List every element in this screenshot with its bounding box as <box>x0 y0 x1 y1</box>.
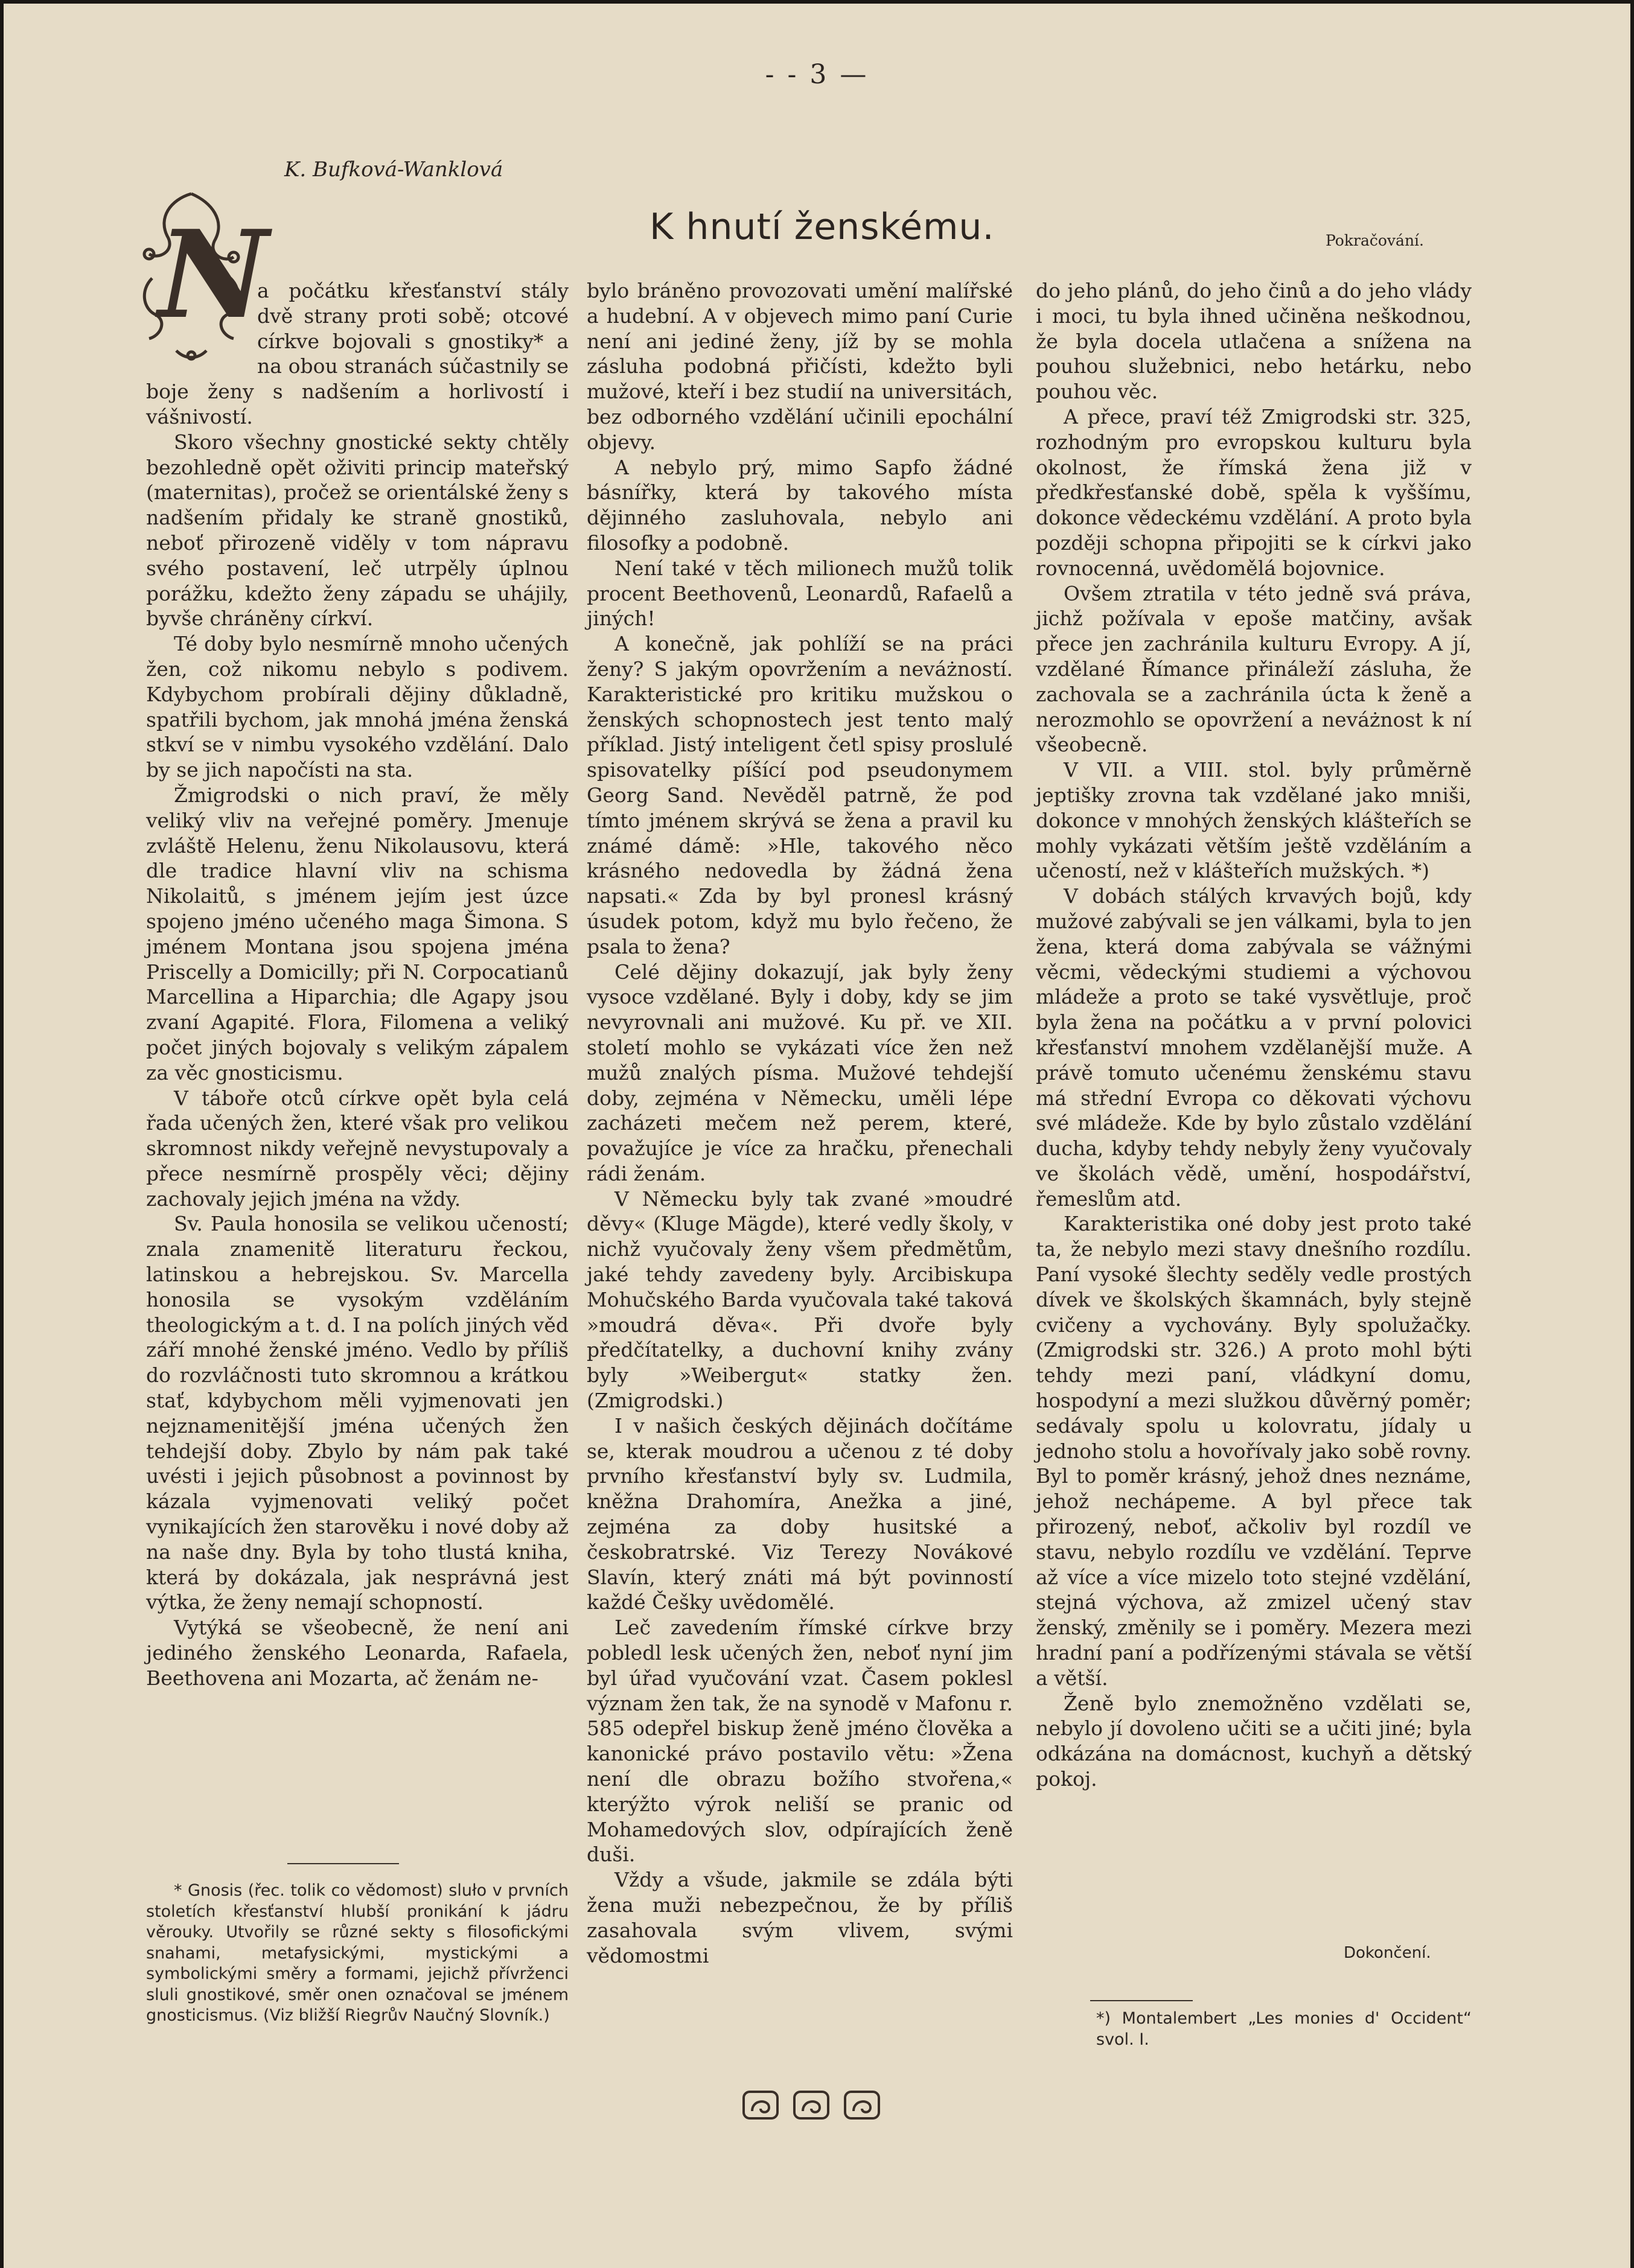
article-title: K hnutí ženskému. <box>649 206 995 248</box>
paragraph: Vždy a všude, jakmile se zdála býti žena muži nebezpečnou, že by příliš zasahovala svým vlivem, svými vědomostmi <box>587 1868 1013 1967</box>
paragraph: Žmigrodski o nich praví, že měly veliký vliv na veřejné poměry. Jmenuje zvláště Helenu, ženu Nikolausovu, která dle tradice hlavní vliv na schisma Nikolaitů, s jménem jejím jest úzce spojeno jméno učeného maga Šimona. S jménem Montana jsou spojena jména Priscelly a Domicilly; při N. Corpocatianů Marcellina a Hiparchia; dle Agapy jsou zvaní Agapité. Flora, Filomena a veliký počet jiných bojovaly s velikým zápalem za věc gnosticismu. <box>146 783 569 1085</box>
paragraph: Karakteristika oné doby jest proto také ta, že nebylo mezi stavy dnešního rozdílu. Paní vysoké šlechty seděly vedle prostých dívek ve školských škamnách, byly stejně cvičeny a vychovány. Byly spolužačky. (Zmigrodski str. 326.) A proto mohl býti tehdy mezi paní, vládkyní domu, hospodyní a mezi služkou důvěrný poměr; sedávaly spolu u kolovratu, jídaly u jednoho stolu a hovořívaly jako sobě rovny. Byl to poměr krásný, jehož dnes neznáme, jehož nechápeme. A byl přece tak přirozený, neboť, ačkoliv byl rozdíl ve stavu, nebylo rozdílu ve vzdělání. Teprve až více a více mizelo toto stejné vzdělání, stejná výchova, až zmizel učený stav ženský, změnily se i poměry. Mezera mezi hradní paní a podřízenými stávala se větší a větší. <box>1036 1212 1472 1690</box>
paragraph: Skoro všechny gnostické sekty chtěly bezohledně opět oživiti princip mateřský (maternitas), pročež se orientálské ženy s nadšením přidaly ke straně gnostiků, neboť přirozeně viděly v tom nápravu svého postavení, leč utrpěly úplnou porážku, kdežto ženy západu se uhájily, byvše chráněny církví. <box>146 430 569 631</box>
author-name: K. Bufková-Wanklová <box>284 158 503 182</box>
footnote-divider <box>1090 2000 1193 2001</box>
paragraph: Té doby bylo nesmírně mnoho učených žen, což nikomu nebylo s podivem. Kdybychom probírali dějiny důkladně, spatřili bychom, jak mnohá jména ženská stkví se v nimbu vysokého vzdělání. Dalo by se jich napočísti na sta. <box>146 632 569 782</box>
paragraph: V Německu byly tak zvané »moudré děvy« (Kluge Mägde), které vedly školy, v nichž vyučovaly ženy všem předmětům, jaké tehdy zavedeny byly. Arcibiskupa Mohučského Barda vyučovala také taková »moudrá děva«. Při dvoře byly předčítatelky, a duchovní knihy zvány byly »Weibergut« statky žen. (Zmigrodski.) <box>587 1187 1013 1413</box>
paragraph: A přece, praví též Zmigrodski str. 325, rozhodným pro evropskou kulturu byla okolnost, že římská žena již v předkřesťanské době, spěla k vyššímu, dokonce vědeckému vzdělání. A proto byla později schopna připojiti se k církvi jako rovnocenná, uvědomělá bojovnice. <box>1036 404 1472 580</box>
paragraph: Ženě bylo znemožněno vzdělati se, nebylo jí dovoleno učiti se a učiti jiné; byla odkázána na domácnost, kuchyň a dětský pokoj. <box>1036 1691 1472 1791</box>
paragraph: bylo bráněno provozovati umění malířské a hudební. A v objevech mimo paní Curie není ani jediné ženy, jíž by se mohla zásluha podobná přičísti, kdežto byli mužové, kteří i bez studií na universitách, bez odborného vzdělání učinili epochální objevy. <box>587 279 1013 454</box>
column-2 <box>587 278 1013 1968</box>
paragraph: A konečně, jak pohlíží se na práci ženy? S jakým opovržením a neváżností. Karakteristické pro kritiku mužskou o ženských schopnostech jest tento malý příklad. Jistý inteligent četl spisy proslulé spisovatelky píšící pod pseudonymem Georg Sand. Nevěděl patrně, že pod tímto jménem skrývá se žena a pravil ku známé dámě: »Hle, takového něco krásného nedovedla by žádná žena napsati.« Zda by byl pronesl krásný úsudek potom, když mu bylo řečeno, že psala to žena? <box>587 632 1013 958</box>
paragraph: Sv. Paula honosila se velikou učeností; znala znamenitě literaturu řeckou, latinskou a hebrejskou. Sv. Marcella honosila se vysokým vzděláním theologickým a t. d. I na polích jiných věd září mnohé ženské jméno. Vedlo by příliš do rozvláčnosti tuto skromnou a krátkou stať, kdybychom měli vyjmenovati jen nejznamenitější jména učených žen tehdejší doby. Zbylo by nám pak také uvésti i jejich působnost a povinnost by kázala vyjmenovati veliký počet vynikajících žen starověku i nové doby až na naše dny. Byla by toho tlustá kniha, která by dokázala, jak nesprávná jest výtka, že ženy nemají schopností. <box>146 1212 569 1614</box>
opening-paragraph <box>146 204 569 430</box>
paragraph: I v našich českých dějinách dočítáme se, kterak moudrou a učenou z té doby prvního křesťanství byly sv. Ludmila, kněžna Drahomíra, Anežka a jiné, zejména za doby husitské a českobratrské. Viz Terezy Novákové Slavín, který znáti má být povinností každé Češky uvědomělé. <box>587 1413 1013 1614</box>
paragraph: V táboře otců církve opět byla celá řada učených žen, které však pro velikou skromnost nikdy veřejně nevystupovaly a přece nesmírně prospěly věci; dějiny zachovaly jejich jména na vždy. <box>146 1086 569 1211</box>
paragraph: A nebylo prý, mimo Sapfo žádné básnířky, která by takového místa dějinného zasluhovala, nebylo ani filosofky a podobně. <box>587 455 1013 555</box>
footnote-gnosis: * Gnosis (řec. tolik co vědomost) sluło v prvních stoletích křesťanství hlubší pronikání k jádru věrouky. Utvořily se různé sekty s filosofickými snahami, metafysickými, mystickými a symbolickými směry a formami, jejichž přívrženci sluli gnostikové, směr onen označoval se jménem gnosticismus. (Viz bližší Riegrův Naučný Slovník.) <box>146 1881 569 2025</box>
paragraph: Celé dějiny dokazují, jak byly ženy vysoce vzdělané. Byly i doby, kdy se jim nevyrovnali ani mužové. Ku př. ve XII. století mohlo se vykázati více žen než mužů znalých písma. Mužové tehdejší doby, zejména v Německu, uměli lépe zacházeti mečem než perem, které, považujíce je více za hračku, přenechali rádi ženám. <box>587 960 1013 1185</box>
page <box>4 4 1630 2268</box>
paragraph: Leč zavedením římské církve brzy pobledl lesk učených žen, neboť nyní jim byl úřad vyučování vzat. Časem poklesl význam žen tak, že na synodě v Mafonu r. 585 odepřel biskup ženě jméno člověka a kanonické právo postavilo větu: »Žena není dle obrazu božího stvořena,« kterýžto výrok neliší se pranic od Mohamedových slov, odpírajících ženě duši. <box>587 1616 1013 1867</box>
drop-cap-ornament <box>134 188 269 363</box>
footnote-divider <box>287 1863 399 1864</box>
paragraph: Ovšem ztratila v této jedně svá práva, jichž požívala v epoše matčiny, avšak přece jen zachránila kulturu Evropy. A jí, vzdělané Římance přináleží zásluha, že zachovala se a zachránila úcta k ženě a nerozmohlo se opovržení a neváżnost k ní všeobecně. <box>1036 581 1472 757</box>
opening-text: a počátku křesťanství stály dvě strany proti sobě; otcové církve bojovali s gnostiky* a na obou stranách súčastnily se boje ženy s nadšením a horlivostí i vášnivostí. <box>146 279 569 428</box>
column-3 <box>1036 278 1472 1792</box>
page-number: - - 3 — <box>765 59 869 90</box>
continued-label: Pokračování. <box>1326 232 1424 249</box>
paragraph: V VII. a VIII. stol. byly průměrně jeptišky zrovna tak vzdělané jako mniši, dokonce v mnohých ženských klášteřích se mohly vykázati větším ještě vzděláním a učeností, než v klášteřích mužských. *) <box>1036 758 1472 883</box>
paragraph: do jeho plánů, do jeho činů a do jeho vlády i moci, tu byla ihned učiněna neškodnou, že byla docela utlačena a snížena na pouhou služebnici, nebo hetárku, nebo pouhou věc. <box>1036 279 1472 404</box>
end-ornament-icon <box>739 2087 884 2123</box>
column-1 <box>146 204 569 1691</box>
drop-cap-letter: N <box>158 204 269 346</box>
paragraph: V dobách stálých krvavých bojů, kdy mužové zabývali se jen válkami, byla to jen žena, která doma zabývala se vážnými věcmi, vědeckými studiemi a výchovou mládeže a proto se také vysvětluje, proč byla žena na počátku a v první polovici křesťanství mnohem vzdělanější muže. A právě tomuto učenému ženskému stavu má střední Evropa co děkovati výchovu své mládeže. Kde by bylo zůstalo vzdělání ducha, kdyby tehdy nebyly ženy vyučovaly ve školách vědě, umění, hospodářství, řemeslům atd. <box>1036 884 1472 1211</box>
paragraph: Vytýká se všeobecně, že není ani jediného ženského Leonarda, Rafaela, Beethovena ani Mozarta, ač ženám ne- <box>146 1616 569 1690</box>
paragraph: Není také v těch milionech mužů tolik procent Beethovenů, Leonardů, Rafaelů a jiných! <box>587 556 1013 631</box>
ending-label: Dokončení. <box>1344 1944 1431 1962</box>
footnote-montalembert: *) Montalembert „Les monies d' Occident“ svol. I. <box>1096 2009 1472 2049</box>
